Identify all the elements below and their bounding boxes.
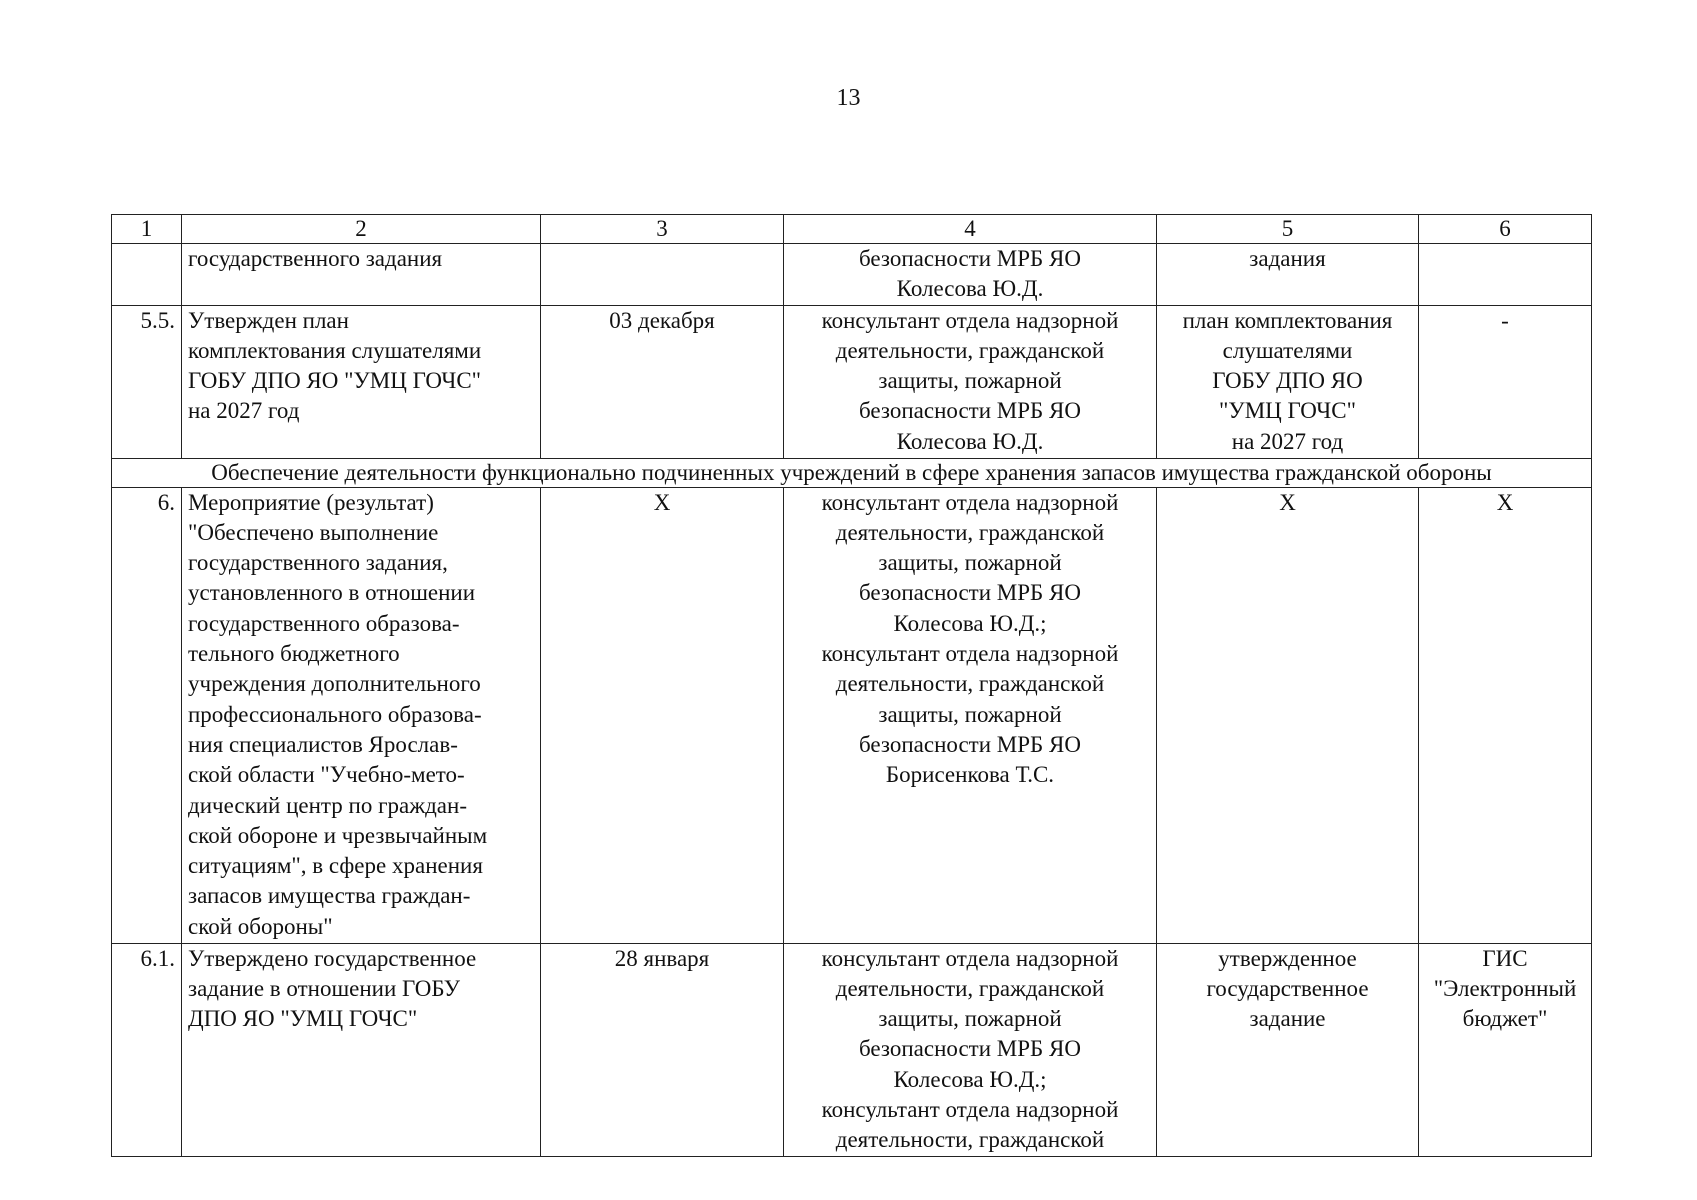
section-row <box>112 458 1592 487</box>
row-title: Утвержден план комплектования слушателями ГОБУ ДПО ЯО "УМЦ ГОЧС" на 2027 год <box>182 305 541 458</box>
table-header-row <box>112 215 1592 244</box>
row-number: 6.1. <box>112 943 182 1156</box>
row-number: 5.5. <box>112 305 182 458</box>
row-responsible: консультант отдела надзорной деятельности, гражданской защиты, пожарной безопасности МРБ ЯО Колесова Ю.Д. <box>784 305 1157 458</box>
row-system <box>1419 244 1592 306</box>
row-number: 6. <box>112 487 182 943</box>
page-number: 13 <box>836 85 861 111</box>
row-result: задания <box>1157 244 1419 306</box>
row-responsible: безопасности МРБ ЯО Колесова Ю.Д. <box>784 244 1157 306</box>
header-cell: 3 <box>541 215 784 244</box>
row-title: Утверждено государственное задание в отношении ГОБУ ДПО ЯО "УМЦ ГОЧС" <box>182 943 541 1156</box>
header-cell: 4 <box>784 215 1157 244</box>
header-cell: 1 <box>112 215 182 244</box>
header-cell: 5 <box>1157 215 1419 244</box>
row-system: - <box>1419 305 1592 458</box>
row-date: 03 декабря <box>541 305 784 458</box>
table-row <box>112 244 1592 306</box>
table-row <box>112 943 1592 1156</box>
row-title: Мероприятие (результат) "Обеспечено выполнение государственного задания, установленного в отношении государственного образова- тельного бюджетного учреждения дополнительного профессионального образова- ния специалистов Ярослав- ской области "Учебно-мето- дический центр по граждан- ской обороне и чрезвычайным ситуациям", в сфере хранения запасов имущества граждан- ской обороны" <box>182 487 541 943</box>
row-date <box>541 244 784 306</box>
row-result: Х <box>1157 487 1419 943</box>
header-cell: 6 <box>1419 215 1592 244</box>
table-row <box>112 305 1592 458</box>
table-row <box>112 487 1592 943</box>
row-system: Х <box>1419 487 1592 943</box>
row-result: план комплектования слушателями ГОБУ ДПО ЯО "УМЦ ГОЧС" на 2027 год <box>1157 305 1419 458</box>
row-date: 28 января <box>541 943 784 1156</box>
row-number <box>112 244 182 306</box>
row-responsible: консультант отдела надзорной деятельности, гражданской защиты, пожарной безопасности МРБ ЯО Колесова Ю.Д.; консультант отдела надзорной деятельности, гражданской защиты, пожарной безопасности МРБ ЯО Борисенкова Т.С. <box>784 487 1157 943</box>
row-title: государственного задания <box>182 244 541 306</box>
header-cell: 2 <box>182 215 541 244</box>
row-result: утвержденное государственное задание <box>1157 943 1419 1156</box>
row-system: ГИС "Электронный бюджет" <box>1419 943 1592 1156</box>
section-title: Обеспечение деятельности функционально подчиненных учреждений в сфере хранения запасов имущества гражданской обороны <box>112 458 1592 487</box>
plan-table <box>111 214 1592 1157</box>
row-responsible: консультант отдела надзорной деятельности, гражданской защиты, пожарной безопасности МРБ ЯО Колесова Ю.Д.; консультант отдела надзорной деятельности, гражданской <box>784 943 1157 1156</box>
row-date: Х <box>541 487 784 943</box>
